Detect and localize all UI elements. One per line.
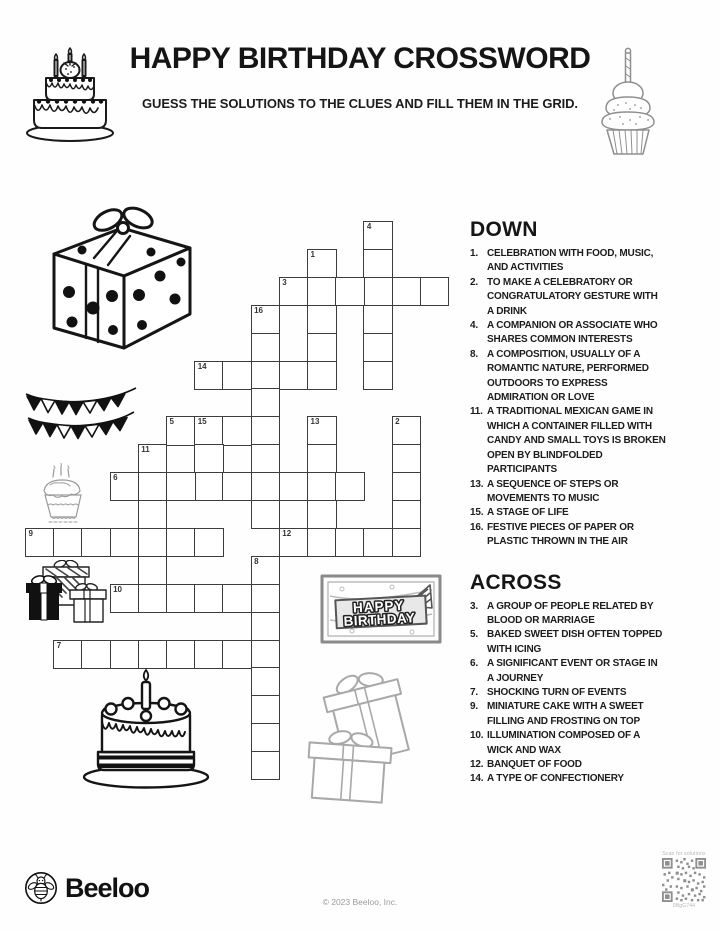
copyright-text: © 2023 Beeloo, Inc.	[322, 897, 398, 907]
grid-cell	[307, 249, 337, 278]
clue-text: A TRADITIONAL MEXICAN GAME IN WHICH A CONTAINER FILLED WITH CANDY AND SMALL TOYS IS BROKEN OPEN BY BLINDFOLDED PARTICIPANTS	[487, 406, 666, 476]
clue-text: TO MAKE A CELEBRATORY OR CONGRATULATORY GESTURE WITH A DRINK	[487, 276, 658, 317]
grid-cell	[392, 528, 422, 557]
grid-cell	[307, 528, 337, 557]
clue-item	[470, 729, 666, 758]
grid-cell	[110, 472, 140, 501]
grid-cell	[251, 500, 281, 529]
page-subtitle: GUESS THE SOLUTIONS TO THE CLUES AND FILL THEM IN THE GRID.	[142, 96, 578, 111]
grid-cell	[251, 723, 281, 752]
sketch-cupcake-drawing	[44, 464, 81, 523]
clue-number: 5.	[470, 629, 478, 641]
clue-number: 16.	[470, 521, 484, 533]
grid-cell	[363, 249, 393, 278]
clue-text: A TYPE OF CONFECTIONERY	[487, 773, 624, 785]
clue-text: MINIATURE CAKE WITH A SWEET FILLING AND FROSTING ON TOP	[487, 701, 644, 727]
grid-cell	[363, 305, 393, 334]
grid-cell	[222, 416, 252, 445]
grid-cell	[194, 416, 224, 445]
clues-panel	[470, 219, 716, 787]
clue-text: A SIGNIFICANT EVENT OR STAGE IN A JOURNEY	[487, 658, 658, 684]
grid-cell	[392, 416, 422, 445]
tiered-cake-drawing	[27, 48, 113, 141]
grid-cell	[166, 528, 196, 557]
grid-cell	[251, 695, 281, 724]
grid-cell	[363, 528, 393, 557]
grid-cell	[335, 277, 365, 306]
grid-cell	[251, 584, 281, 613]
clue-item	[470, 247, 666, 276]
clue-item	[470, 348, 666, 406]
grid-cell	[335, 472, 365, 501]
clue-item	[470, 600, 666, 629]
clue-text: BANQUET OF FOOD	[487, 759, 582, 770]
grid-cell	[138, 584, 168, 613]
grid-cell	[279, 277, 309, 306]
clue-text: CELEBRATION WITH FOOD, MUSIC, AND ACTIVITIES	[487, 248, 654, 274]
qr-block	[650, 851, 718, 909]
grid-cell	[251, 612, 281, 641]
clue-number: 1.	[470, 248, 478, 259]
grid-cell	[363, 361, 393, 390]
grid-cell	[307, 277, 337, 306]
polka-dot-present-icon	[38, 196, 208, 356]
clue-item	[470, 276, 666, 319]
grid-cell	[138, 472, 168, 501]
qr-caption-top: Scan for solutions	[662, 851, 706, 857]
sign-drawing	[322, 576, 440, 642]
grid-cell	[251, 416, 281, 445]
gift-boxes-drawing	[26, 560, 106, 622]
cupcake-icon	[590, 44, 668, 156]
cupcake-drawing	[602, 48, 654, 154]
grid-cell	[307, 333, 337, 362]
grid-clue-number: 4	[366, 222, 372, 231]
clue-item	[470, 758, 666, 772]
clue-text: A SEQUENCE OF STEPS OR MOVEMENTS TO MUSIC	[487, 478, 619, 504]
clue-number: 6.	[470, 658, 478, 670]
happy-birthday-sign	[320, 574, 442, 646]
down-heading: DOWN	[470, 218, 538, 241]
grid-cell	[53, 528, 83, 557]
grid-clue-number: 9	[28, 528, 33, 538]
clue-text: A GROUP OF PEOPLE RELATED BY BLOOD OR MARRIAGE	[487, 600, 654, 626]
grid-cell	[307, 444, 337, 473]
grid-cell	[194, 472, 224, 501]
grid-cell	[279, 361, 309, 390]
sketch-cupcake-icon	[36, 463, 90, 526]
grid-cell	[25, 528, 55, 557]
grid-cell	[392, 500, 422, 529]
clue-item	[470, 700, 666, 729]
clue-item	[470, 478, 666, 507]
tiered-cake-icon	[20, 38, 120, 144]
grid-cell	[222, 361, 252, 390]
grid-clue-number: 2	[395, 417, 400, 427]
clue-number: 8.	[470, 348, 478, 360]
outlined-presents-icon	[300, 658, 432, 808]
grid-cell	[194, 584, 224, 613]
page-title: HAPPY BIRTHDAY CROSSWORD	[129, 42, 591, 75]
grid-clue-number: 8	[254, 556, 259, 566]
grid-cell	[392, 277, 422, 306]
grid-clue-number: 6	[113, 473, 118, 483]
grid-cell	[251, 472, 281, 501]
grid-cell	[81, 528, 111, 557]
grid-clue-number: 11	[141, 445, 150, 455]
sign-line1: HAPPY	[352, 597, 405, 616]
qr-caption-bottom: 0BgG744	[672, 903, 696, 909]
grid-cell	[222, 584, 252, 613]
grid-cell	[307, 500, 337, 529]
clue-number: 10.	[470, 730, 484, 742]
grid-cell	[392, 444, 422, 473]
grid-cell	[335, 528, 365, 557]
clue-item	[470, 319, 666, 348]
grid-cell	[420, 277, 450, 306]
clue-number: 7.	[470, 686, 478, 698]
grid-cell	[363, 333, 393, 362]
grid-cell	[222, 640, 252, 669]
grid-cell	[307, 305, 337, 334]
gift-boxes-icon	[26, 560, 108, 626]
outlined-presents-drawing	[306, 662, 415, 803]
grid-cell	[166, 640, 196, 669]
grid-clue-number: 13	[310, 417, 320, 427]
grid-cell	[251, 333, 281, 362]
grid-cell	[81, 640, 111, 669]
grid-cell	[251, 667, 281, 696]
grid-cell	[251, 305, 281, 334]
clue-text: SHOCKING TURN OF EVENTS	[487, 686, 627, 698]
clue-item	[470, 628, 666, 657]
grid-cell	[194, 444, 224, 473]
clue-text: A COMPOSITION, USUALLY OF A ROMANTIC NATURE, PERFORMED OUTDOORS TO EXPRESS ADMIRATION OR LOVE	[487, 348, 649, 404]
clue-number: 14.	[470, 773, 484, 785]
grid-cell	[363, 277, 393, 306]
clue-number: 12.	[470, 759, 484, 770]
grid-cell	[194, 361, 224, 390]
clue-item	[470, 772, 666, 786]
grid-cell	[166, 472, 196, 501]
clue-number: 3.	[470, 600, 478, 612]
brand-name: Beeloo	[65, 872, 150, 903]
across-clue-list	[470, 600, 716, 787]
grid-cell	[138, 500, 168, 529]
grid-cell	[138, 528, 168, 557]
grid-clue-number: 3	[282, 277, 287, 287]
grid-cell	[279, 472, 309, 501]
grid-clue-number: 7	[56, 640, 62, 650]
grid-cell	[251, 361, 281, 390]
clue-item	[470, 405, 666, 477]
grid-cell	[251, 444, 281, 473]
across-heading: ACROSS	[470, 570, 562, 594]
grid-clue-number: 16	[254, 305, 263, 315]
grid-cell	[307, 361, 337, 390]
sign-line2: BIRTHDAY	[343, 610, 416, 629]
grid-cell	[251, 640, 281, 669]
grid-clue-number: 10	[113, 584, 122, 594]
birthday-cake-icon	[80, 666, 216, 792]
grid-cell	[53, 640, 83, 669]
clue-number: 13.	[470, 478, 484, 490]
clue-item	[470, 657, 666, 686]
grid-clue-number: 12	[282, 528, 292, 538]
grid-clue-number: 14	[197, 361, 207, 371]
grid-cell	[251, 388, 281, 417]
clue-text: FESTIVE PIECES OF PAPER OR PLASTIC THROWN IN THE AIR	[487, 521, 634, 548]
grid-cell	[166, 416, 196, 445]
grid-cell	[110, 584, 140, 613]
grid-cell	[307, 416, 337, 445]
clue-text: A STAGE OF LIFE	[487, 507, 569, 519]
clue-number: 2.	[470, 276, 478, 288]
clue-text: BAKED SWEET DISH OFTEN TOPPED WITH ICING	[487, 629, 663, 655]
clue-number: 9.	[470, 701, 478, 713]
grid-cell	[251, 556, 281, 585]
grid-cell	[110, 528, 140, 557]
grid-cell	[392, 472, 422, 501]
clue-text: ILLUMINATION COMPOSED OF A WICK AND WAX	[487, 730, 640, 756]
grid-cell	[138, 640, 168, 669]
down-clue-list	[470, 247, 716, 550]
qr-code	[662, 858, 706, 902]
grid-cell	[194, 528, 224, 557]
clue-number: 11.	[470, 406, 483, 418]
grid-cell	[251, 751, 281, 780]
present-drawing	[54, 204, 190, 348]
grid-cell	[222, 472, 252, 501]
grid-clue-number: 1	[310, 249, 315, 259]
grid-cell	[363, 221, 393, 250]
bunting-drawing	[26, 388, 136, 439]
grid-cell	[138, 556, 168, 585]
grid-cell	[110, 640, 140, 669]
clue-number: 15.	[470, 507, 484, 519]
grid-cell	[166, 584, 196, 613]
clue-item	[470, 686, 666, 700]
grid-clue-number: 15	[197, 417, 207, 427]
clue-number: 4.	[470, 320, 478, 332]
clue-text: A COMPANION OR ASSOCIATE WHO SHARES COMMON INTERESTS	[487, 320, 658, 346]
clue-item	[470, 506, 666, 520]
birthday-cake-drawing	[84, 670, 208, 788]
grid-cell	[194, 640, 224, 669]
grid-clue-number: 5	[169, 417, 174, 427]
grid-cell	[307, 472, 337, 501]
grid-cell	[138, 444, 168, 473]
grid-cell	[279, 528, 309, 557]
clue-item	[470, 521, 666, 550]
bunting-banner-icon	[24, 386, 138, 448]
